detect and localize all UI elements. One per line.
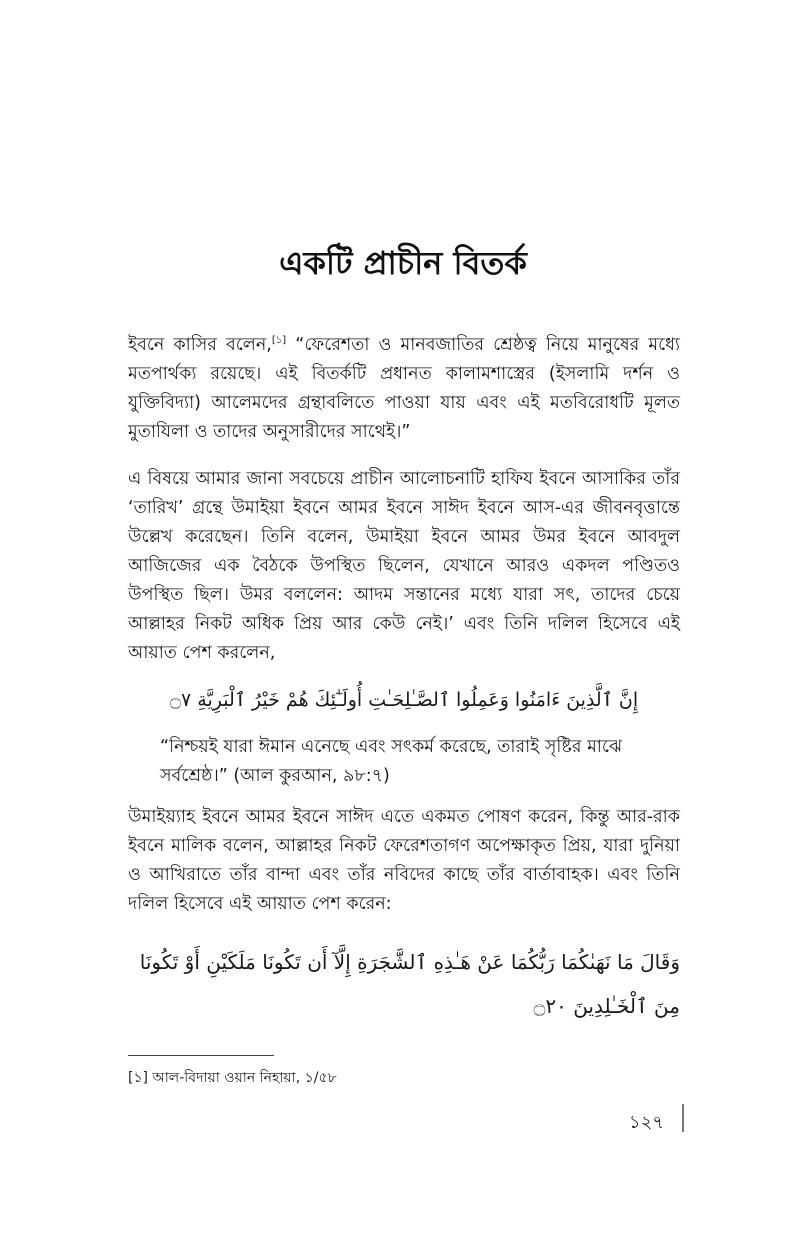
arabic-verse-quote-2: وَقَالَ مَا نَهَىٰكُمَا رَبُّكُمَا عَنْ هَـٰذِهِ ٱلشَّجَرَةِ إِلَّآ أَن تَكُونَا مَلَكَيْنِ أَوْ تَكُونَا مِنَ ٱلْخَـٰلِدِينَ ۝٢٠ xyxy=(139,950,680,1018)
verse-translation: “নিশ্চয়ই যারা ঈমান এনেছে এবং সৎকর্ম করেছে, তারাই সৃষ্টির মাঝে সর্বশ্রেষ্ঠ।” (আল কুরআন, ৯৮:৭) xyxy=(160,737,623,786)
arabic-verse-quote: إِنَّ ٱلَّذِينَ ءَامَنُوا وَعَمِلُوا ٱلصَّـٰلِحَـٰتِ أُولَـٰٓئِكَ هُمْ خَيْرُ ٱلْبَرِيَّةِ ۝٧ xyxy=(169,689,639,711)
paragraph-ibn-asakir: এ বিষয়ে আমার জানা সবচেয়ে প্রাচীন আলোচনাটি হাফিয ইবনে আসাকির তাঁর ‘তারিখ’ গ্রন্থে উমাইয়া ইবনে আমর ইবনে সাঈদ ইবনে আস-এর জীবনবৃত্তান্তে উল্লেখ করেছেন। তিনি বলেন, উমাইয়া ইবনে আমর উমর ইবনে আবদুল আজিজের এক বৈঠকে উপস্থিত ছিলেন, যেখানে আরও একদল পণ্ডিতও উপস্থিত ছিল। উমর বললেন: আদম সন্তানের মধ্যে যারা সৎ, তাদের চেয়ে আল্লাহর নিকট অধিক প্রিয় আর কেউ নেই।’ এবং তিনি দলিল হিসেবে এই আয়াত পেশ করলেন, xyxy=(128,469,680,663)
paragraph-ibn-kathir xyxy=(128,326,680,447)
paragraph-1-start: ইবনে কাসির বলেন, xyxy=(128,334,272,355)
chapter-title: একটি প্রাচীন বিতর্ক xyxy=(279,244,527,282)
page-number-divider xyxy=(682,1104,684,1132)
footnote-reference[interactable]: [১] xyxy=(271,335,287,346)
paragraph-1-rest: “ফেরেশতা ও মানবজাতির শ্রেষ্ঠত্ব নিয়ে মানুষের মধ্যে মতপার্থক্য রয়েছে। এই বিতর্কটি প্রধানত কালামশাস্ত্রের (ইসলামি দর্শন ও যুক্তিবিদ্যা) আলেমদের গ্রন্থাবলিতে পাওয়া যায় এবং এই মতবিরোধটি মূলত মুতাযিলা ও তাদের অনুসারীদের সাথেই।” xyxy=(128,334,681,442)
paragraph-ar-raq: উমাইয়্যাহ ইবনে আমর ইবনে সাঈদ এতে একমত পোষণ করেন, কিন্তু আর-রাক ইবনে মালিক বলেন, আল্লাহর নিকট ফেরেশতাগণ অপেক্ষাকৃত প্রিয়, যারা দুনিয়া ও আখিরাতে তাঁর বান্দা এবং তাঁর নবিদের কাছে তাঁর বার্তাবাহক। এবং তিনি দলিল হিসেবে এই আয়াত পেশ করেন: xyxy=(128,807,680,914)
page-number: ১২৭ xyxy=(628,1112,664,1133)
footnote-divider xyxy=(128,1055,274,1056)
footnote: [১] আল-বিদায়া ওয়ান নিহায়া, ১/৫৮ xyxy=(128,1070,337,1086)
